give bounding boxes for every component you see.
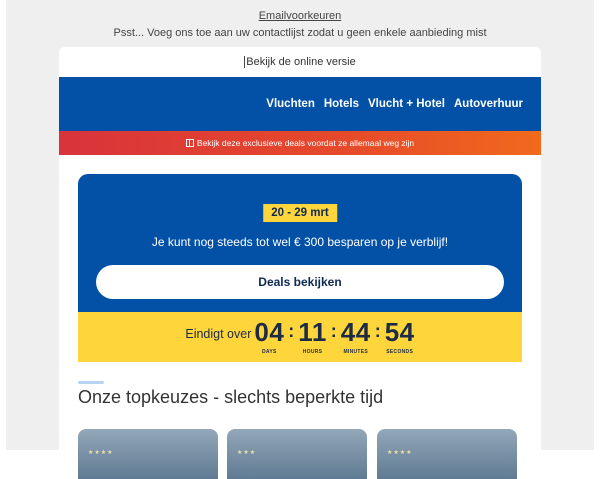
online-version-link[interactable]: Bekijk de online versie: [246, 56, 356, 68]
countdown-hours: [298, 319, 327, 355]
promo-block: [78, 174, 522, 362]
countdown-days-value: 04: [254, 317, 285, 347]
main-nav: [59, 77, 541, 131]
countdown-seconds-caption: SECONDS: [386, 349, 414, 355]
email-preferences-link[interactable]: Emailvoorkeuren: [258, 10, 342, 22]
star-rating-icon: ★★★★: [88, 450, 114, 456]
section-accent-bar: [78, 381, 104, 384]
deals-banner-text: Bekijk deze exclusieve deals voordat ze allemaal weg zijn: [196, 138, 415, 148]
countdown-separator: :: [330, 320, 337, 341]
nav-item-car-rental[interactable]: Autoverhuur: [454, 98, 523, 110]
countdown-days-caption: DAYS: [262, 349, 277, 355]
nav-item-hotels[interactable]: Hotels: [323, 98, 359, 110]
nav-item-flights[interactable]: Vluchten: [266, 98, 315, 110]
deal-tile[interactable]: [78, 429, 218, 479]
online-version-row: [59, 47, 541, 77]
email-page: [6, 0, 594, 456]
deals-banner[interactable]: [59, 131, 541, 155]
star-rating-icon: ★★★: [237, 450, 257, 456]
countdown-minutes: [341, 319, 371, 355]
deal-tile[interactable]: [227, 429, 367, 479]
date-range-badge: 20 - 29 mrt: [263, 204, 337, 222]
gift-icon: [186, 139, 194, 147]
countdown-hours-caption: HOURS: [302, 349, 323, 355]
section-title: Onze topkeuzes - slechts beperkte tijd: [78, 387, 384, 407]
countdown-hours-value: 11: [298, 317, 327, 347]
countdown-minutes-caption: MINUTES: [343, 349, 369, 355]
nav-item-flight-hotel[interactable]: Vlucht + Hotel: [368, 98, 445, 110]
email-card: [59, 47, 541, 457]
email-preferences: [6, 10, 594, 22]
contact-list-note: Psst... Voeg ons toe aan uw contactlijst zodat u geen enkele aanbieding mist: [113, 27, 487, 39]
countdown-timer: [78, 312, 522, 362]
deal-tile[interactable]: [377, 429, 517, 479]
view-deals-button[interactable]: Deals bekijken: [96, 265, 504, 299]
countdown-separator: :: [374, 320, 381, 341]
promo-text: Je kunt nog steeds tot wel € 300 besparen op je verblijf!: [151, 235, 449, 249]
countdown-days: [254, 319, 284, 355]
countdown-seconds-value: 54: [384, 317, 415, 347]
countdown-minutes-value: 44: [340, 317, 371, 347]
countdown-label: Eindigt over: [185, 327, 252, 341]
star-rating-icon: ★★★★: [387, 450, 413, 456]
countdown-separator: :: [288, 320, 295, 341]
countdown-seconds: [385, 319, 415, 355]
